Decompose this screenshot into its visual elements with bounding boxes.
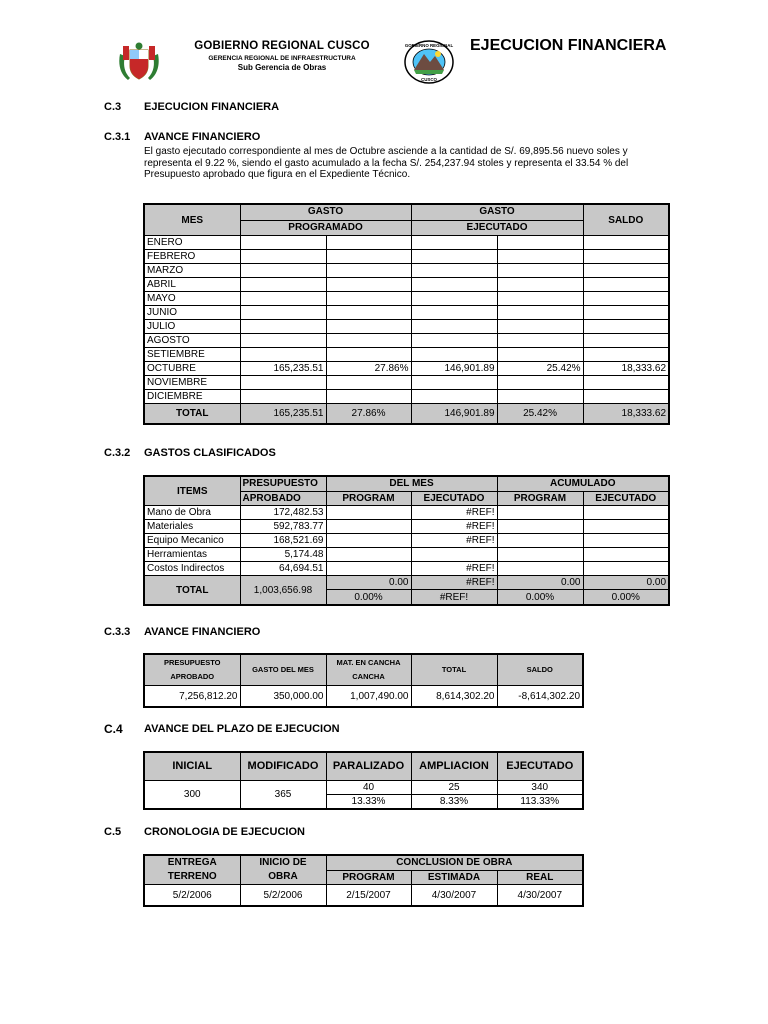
section-number-c31: C.3.1 <box>104 131 131 143</box>
programado-cell <box>240 236 326 250</box>
month-cell: JULIO <box>144 320 240 334</box>
document-title: EJECUCION FINANCIERA <box>470 37 667 54</box>
ejecutado-pct-cell <box>497 390 583 404</box>
acum-program-cell <box>497 506 583 520</box>
programado-pct-cell <box>326 376 411 390</box>
table-row <box>144 548 669 562</box>
value-ejecutado-pct: 113.33% <box>497 795 583 810</box>
header-inicial: INICIAL <box>144 752 240 781</box>
table-row <box>144 236 669 250</box>
header-total: TOTAL <box>411 654 497 686</box>
ejecutado-pct-cell <box>497 376 583 390</box>
total-saldo: 18,333.62 <box>583 404 669 425</box>
header-gasto-ejecutado-1: GASTO <box>411 204 583 220</box>
total-mes-ejecutado: #REF! <box>411 576 497 590</box>
month-cell: JUNIO <box>144 306 240 320</box>
section-number-c33: C.3.3 <box>104 626 131 638</box>
acum-program-cell <box>497 562 583 576</box>
acum-ejecutado-cell <box>583 506 669 520</box>
ejecutado-pct-cell <box>497 292 583 306</box>
ejecutado-cell <box>411 306 497 320</box>
value-entrega: 5/2/2006 <box>144 885 240 907</box>
header-mat-en-cancha <box>326 654 411 686</box>
total-label: TOTAL <box>144 576 240 606</box>
header-presupuesto-2: APROBADO <box>240 491 326 506</box>
header-inicio-1: INICIO DE <box>259 857 307 868</box>
header-presupuesto-1: PRESUPUESTO <box>163 658 221 667</box>
month-cell: AGOSTO <box>144 334 240 348</box>
ejecutado-pct-cell: 25.42% <box>497 362 583 376</box>
org-name: GOBIERNO REGIONAL CUSCO <box>194 40 370 52</box>
presupuesto-cell: 168,521.69 <box>240 534 326 548</box>
header-presupuesto-1: PRESUPUESTO <box>240 476 326 491</box>
header-acum-ejecutado: EJECUTADO <box>583 491 669 506</box>
saldo-cell: 18,333.62 <box>583 362 669 376</box>
header-mes: MES <box>144 204 240 236</box>
ejecutado-cell <box>411 390 497 404</box>
programado-cell <box>240 390 326 404</box>
table-row <box>144 362 669 376</box>
month-cell: MAYO <box>144 292 240 306</box>
table-row <box>144 278 669 292</box>
programado-pct-cell <box>326 278 411 292</box>
total-ejecutado: 146,901.89 <box>411 404 497 425</box>
table-row <box>144 885 583 907</box>
ejecutado-pct-cell <box>497 264 583 278</box>
section-number-c32: C.3.2 <box>104 447 131 459</box>
month-cell: FEBRERO <box>144 250 240 264</box>
value-inicio: 5/2/2006 <box>240 885 326 907</box>
value-modificado: 365 <box>240 781 326 810</box>
saldo-cell <box>583 390 669 404</box>
total-presupuesto: 1,003,656.98 <box>240 576 326 606</box>
value-ejecutado: 340 <box>497 781 583 795</box>
header-gasto-ejecutado-2: EJECUTADO <box>411 220 583 236</box>
ejecutado-pct-cell <box>497 306 583 320</box>
saldo-cell <box>583 320 669 334</box>
header-ampliacion: AMPLIACION <box>411 752 497 781</box>
table-header-row <box>144 752 583 781</box>
section-number-c4: C.4 <box>104 722 123 736</box>
header-paralizado: PARALIZADO <box>326 752 411 781</box>
ejecutado-pct-cell <box>497 334 583 348</box>
header-mat-1: MAT. EN CANCHA <box>336 658 401 667</box>
gobierno-regional-cusco-seal-logo <box>404 40 454 84</box>
mes-program-cell <box>326 548 411 562</box>
saldo-cell <box>583 292 669 306</box>
section-title-c3: EJECUCION FINANCIERA <box>144 101 280 113</box>
total-acum-ejecutado-pct: 0.00% <box>583 590 669 605</box>
ejecutado-pct-cell <box>497 278 583 292</box>
programado-pct-cell <box>326 250 411 264</box>
ejecutado-cell <box>411 250 497 264</box>
item-cell: Costos Indirectos <box>144 562 240 576</box>
programado-pct-cell <box>326 348 411 362</box>
programado-pct-cell <box>326 264 411 278</box>
table-row <box>144 781 583 795</box>
programado-cell: 165,235.51 <box>240 362 326 376</box>
financial-progress-table <box>143 653 584 708</box>
table-row <box>144 306 669 320</box>
header-del-mes: DEL MES <box>326 476 497 491</box>
value-inicial: 300 <box>144 781 240 810</box>
ejecutado-pct-cell <box>497 320 583 334</box>
ejecutado-cell <box>411 334 497 348</box>
programado-pct-cell <box>326 292 411 306</box>
mes-program-cell <box>326 520 411 534</box>
header-gasto-programado-2: PROGRAMADO <box>240 220 411 236</box>
value-program: 2/15/2007 <box>326 885 411 907</box>
ejecutado-cell <box>411 278 497 292</box>
ejecutado-cell <box>411 348 497 362</box>
programado-cell <box>240 376 326 390</box>
programado-pct-cell <box>326 320 411 334</box>
table-header-row <box>144 654 583 686</box>
table-row <box>144 390 669 404</box>
org-division: GERENCIA REGIONAL DE INFRAESTRUCTURA <box>208 55 356 62</box>
programado-pct-cell <box>326 390 411 404</box>
value-ampliacion-pct: 8.33% <box>411 795 497 810</box>
table-row <box>144 520 669 534</box>
header-mat-2: CANCHA <box>352 672 385 681</box>
value-ampliacion: 25 <box>411 781 497 795</box>
table-row <box>144 686 583 708</box>
programado-cell <box>240 320 326 334</box>
header-modificado: MODIFICADO <box>240 752 326 781</box>
header-mes-program: PROGRAM <box>326 491 411 506</box>
value-total: 8,614,302.20 <box>411 686 497 708</box>
mes-program-cell <box>326 534 411 548</box>
acum-program-cell <box>497 534 583 548</box>
month-cell: NOVIEMBRE <box>144 376 240 390</box>
header-gasto-del-mes: GASTO DEL MES <box>240 654 326 686</box>
ejecutado-cell <box>411 292 497 306</box>
presupuesto-cell: 592,783.77 <box>240 520 326 534</box>
total-label: TOTAL <box>144 404 240 425</box>
saldo-cell <box>583 334 669 348</box>
total-mes-program-pct: 0.00% <box>326 590 411 605</box>
header-conclusion-obra: CONCLUSION DE OBRA <box>326 855 583 870</box>
value-saldo: -8,614,302.20 <box>497 686 583 708</box>
header-entrega-1: ENTREGA <box>167 857 217 868</box>
table-row <box>144 250 669 264</box>
chronology-table <box>143 854 584 907</box>
header-saldo: SALDO <box>583 204 669 236</box>
saldo-cell <box>583 264 669 278</box>
item-cell: Herramientas <box>144 548 240 562</box>
total-programado-pct: 27.86% <box>326 404 411 425</box>
section-title-c5: CRONOLOGIA DE EJECUCION <box>144 826 305 838</box>
acum-ejecutado-cell <box>583 520 669 534</box>
table-header-row <box>144 476 669 491</box>
saldo-cell <box>583 306 669 320</box>
month-cell: ENERO <box>144 236 240 250</box>
term-progress-table <box>143 751 584 810</box>
saldo-cell <box>583 236 669 250</box>
ejecutado-pct-cell <box>497 250 583 264</box>
table-row <box>144 292 669 306</box>
mes-program-cell <box>326 506 411 520</box>
programado-pct-cell: 27.86% <box>326 362 411 376</box>
month-cell: OCTUBRE <box>144 362 240 376</box>
saldo-cell <box>583 348 669 362</box>
ejecutado-cell <box>411 320 497 334</box>
acum-program-cell <box>497 520 583 534</box>
month-cell: DICIEMBRE <box>144 390 240 404</box>
header-presupuesto-aprobado <box>144 654 240 686</box>
section-title-c31: AVANCE FINANCIERO <box>144 131 261 143</box>
programado-cell <box>240 334 326 348</box>
acum-program-cell <box>497 548 583 562</box>
month-cell: SETIEMBRE <box>144 348 240 362</box>
table-row <box>144 534 669 548</box>
programado-cell <box>240 292 326 306</box>
ejecutado-pct-cell <box>497 348 583 362</box>
acum-ejecutado-cell <box>583 548 669 562</box>
header-entrega-terreno <box>144 855 240 885</box>
table-header-row <box>144 855 583 870</box>
mes-program-cell <box>326 562 411 576</box>
ejecutado-cell <box>411 236 497 250</box>
presupuesto-cell: 172,482.53 <box>240 506 326 520</box>
value-real: 4/30/2007 <box>497 885 583 907</box>
table-row <box>144 320 669 334</box>
monthly-expense-table <box>143 203 670 425</box>
value-paralizado: 40 <box>326 781 411 795</box>
table-row <box>144 376 669 390</box>
presupuesto-cell: 5,174.48 <box>240 548 326 562</box>
month-cell: MARZO <box>144 264 240 278</box>
total-mes-ejecutado-pct: #REF! <box>411 590 497 605</box>
ejecutado-pct-cell <box>497 236 583 250</box>
total-acum-ejecutado: 0.00 <box>583 576 669 590</box>
value-presupuesto: 7,256,812.20 <box>144 686 240 708</box>
programado-cell <box>240 306 326 320</box>
programado-cell <box>240 348 326 362</box>
section-title-c32: GASTOS CLASIFICADOS <box>144 447 276 459</box>
c31-paragraph: El gasto ejecutado correspondiente al mes de Octubre asciende a la cantidad de S/. 69,895.56 nuevo soles y representa el 9.22 %, siendo el gasto acumulado a la fecha S/. 254,237.94 stoles y representa el 33.54 % del Presupuesto aprobado que figura en el Expediente Técnico. <box>144 146 629 180</box>
seal-text-top: GOBIERNO REGIONAL <box>404 43 454 48</box>
item-cell: Mano de Obra <box>144 506 240 520</box>
saldo-cell <box>583 376 669 390</box>
acum-ejecutado-cell <box>583 534 669 548</box>
mes-ejecutado-cell: #REF! <box>411 506 497 520</box>
value-paralizado-pct: 13.33% <box>326 795 411 810</box>
total-mes-program: 0.00 <box>326 576 411 590</box>
header-program: PROGRAM <box>326 870 411 885</box>
ejecutado-cell <box>411 264 497 278</box>
header-acumulado: ACUMULADO <box>497 476 669 491</box>
header-acum-program: PROGRAM <box>497 491 583 506</box>
section-number-c3: C.3 <box>104 101 122 113</box>
table-row <box>144 348 669 362</box>
mes-ejecutado-cell: #REF! <box>411 534 497 548</box>
ejecutado-cell <box>411 376 497 390</box>
saldo-cell <box>583 250 669 264</box>
header-real: REAL <box>497 870 583 885</box>
table-row <box>144 506 669 520</box>
programado-cell <box>240 250 326 264</box>
total-acum-program: 0.00 <box>497 576 583 590</box>
item-cell: Equipo Mecanico <box>144 534 240 548</box>
table-row <box>144 334 669 348</box>
section-title-c4: AVANCE DEL PLAZO DE EJECUCION <box>144 723 340 735</box>
header-estimada: ESTIMADA <box>411 870 497 885</box>
table-row <box>144 562 669 576</box>
item-cell: Materiales <box>144 520 240 534</box>
seal-text-bottom: CUSCO <box>421 77 437 82</box>
classified-expenses-table <box>143 475 670 606</box>
value-estimada: 4/30/2007 <box>411 885 497 907</box>
month-cell: ABRIL <box>144 278 240 292</box>
acum-ejecutado-cell <box>583 562 669 576</box>
programado-pct-cell <box>326 236 411 250</box>
total-programado: 165,235.51 <box>240 404 326 425</box>
mes-ejecutado-cell: #REF! <box>411 520 497 534</box>
header-presupuesto-2: APROBADO <box>170 672 215 681</box>
saldo-cell <box>583 278 669 292</box>
section-title-c33: AVANCE FINANCIERO <box>144 626 261 638</box>
table-row <box>144 264 669 278</box>
total-ejecutado-pct: 25.42% <box>497 404 583 425</box>
mes-ejecutado-cell <box>411 548 497 562</box>
header-inicio-obra <box>240 855 326 885</box>
programado-cell <box>240 264 326 278</box>
presupuesto-cell: 64,694.51 <box>240 562 326 576</box>
table-header-row <box>144 204 669 220</box>
header-ejecutado: EJECUTADO <box>497 752 583 781</box>
value-mat-cancha: 1,007,490.00 <box>326 686 411 708</box>
header-gasto-programado-1: GASTO <box>240 204 411 220</box>
header-items: ITEMS <box>144 476 240 506</box>
header-entrega-2: TERRENO <box>167 871 217 882</box>
section-number-c5: C.5 <box>104 826 122 838</box>
header-mes-ejecutado: EJECUTADO <box>411 491 497 506</box>
ejecutado-cell: 146,901.89 <box>411 362 497 376</box>
header-saldo: SALDO <box>497 654 583 686</box>
value-gasto-mes: 350,000.00 <box>240 686 326 708</box>
total-row <box>144 576 669 590</box>
programado-cell <box>240 278 326 292</box>
total-row <box>144 404 669 425</box>
total-acum-program-pct: 0.00% <box>497 590 583 605</box>
programado-pct-cell <box>326 334 411 348</box>
programado-pct-cell <box>326 306 411 320</box>
org-subdivision: Sub Gerencia de Obras <box>237 63 327 72</box>
header-inicio-2: OBRA <box>268 871 298 882</box>
mes-ejecutado-cell: #REF! <box>411 562 497 576</box>
